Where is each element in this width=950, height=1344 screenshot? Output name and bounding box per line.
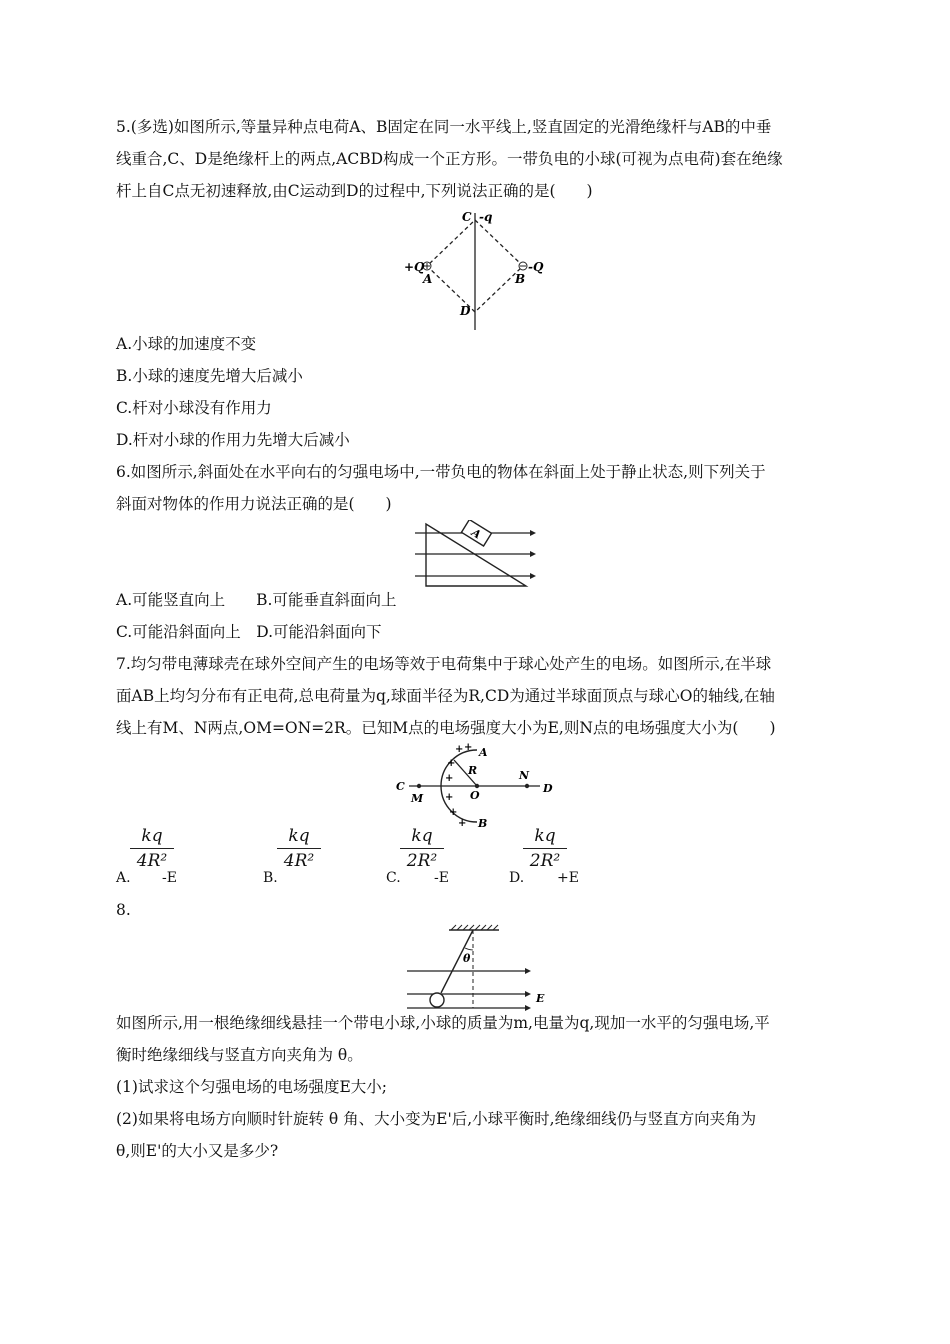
q7-label-D: D (543, 782, 553, 795)
svg-text:+: + (447, 758, 456, 769)
q7-option-a-label: A. (116, 870, 131, 886)
q7-label-C: C (396, 780, 405, 793)
q5-label-D: D (460, 304, 471, 318)
q7-option-b-label: B. (263, 870, 278, 886)
q7-option-d-fraction (523, 826, 567, 871)
q8-stem-line2: 衡时绝缘细线与竖直方向夹角为 θ。 (116, 1046, 363, 1064)
q7-stem-line1: 7.均匀带电薄球壳在球外空间产生的电场等效于电荷集中于球心处产生的电场。如图所示,在半球 (116, 655, 772, 673)
q8-part2-line1: (2)如果将电场方向顺时针旋转 θ 角、大小变为E'后,小球平衡时,绝缘细线仍与竖直方向夹角为 (116, 1110, 757, 1128)
svg-text:+: + (458, 818, 467, 829)
q6-label-A: A (469, 525, 484, 542)
q7-option-b-den: 4R² (283, 851, 315, 871)
svg-text:+: + (449, 807, 458, 818)
q5-label-B: B (515, 272, 526, 286)
q7-label-R: R (468, 764, 478, 777)
q7-label-O: O (470, 789, 480, 802)
q6-stem-line1: 6.如图所示,斜面处在水平向右的匀强电场中,一带负电的物体在斜面上处于静止状态,则下列关于 (116, 463, 766, 481)
q7-figure (395, 742, 560, 830)
q7-label-M: M (411, 792, 424, 805)
q6-figure (410, 520, 540, 592)
q7-option-d-suffix: +E (557, 870, 579, 886)
q7-option-d-num: kq (534, 826, 556, 846)
q7-option-d-label: D. (509, 870, 525, 886)
q7-option-a-num: kq (141, 826, 163, 846)
q8-stem-line1: 如图所示,用一根绝缘细线悬挂一个带电小球,小球的质量为m,电量为q,现加一水平的匀强电场,平 (116, 1014, 770, 1032)
q8-label-E: E (536, 992, 545, 1005)
q6-options-row2: C.可能沿斜面向上 D.可能沿斜面向下 (116, 623, 382, 641)
q8-ball (430, 993, 444, 1007)
q7-option-c-den: 2R² (406, 851, 438, 871)
q7-option-a-suffix: -E (162, 870, 177, 886)
q7-option-a-fraction (130, 826, 174, 871)
q7-option-c-fraction (400, 826, 444, 871)
q5-option-b: B.小球的速度先增大后减小 (116, 367, 303, 385)
q5-label-q: -q (479, 210, 493, 224)
q8-number: 8. (116, 901, 131, 919)
q6-stem-line2: 斜面对物体的作用力说法正确的是( ) (116, 495, 392, 513)
q7-label-N: N (519, 769, 530, 782)
q7-stem-line2: 面AB上均匀分布有正电荷,总电荷量为q,球面半径为R,CD为通过半球面顶点与球心O的轴线,在轴 (116, 687, 775, 705)
q7-option-c-label: C. (386, 870, 401, 886)
svg-text:+: + (455, 744, 464, 755)
q7-option-d-den: 2R² (529, 851, 561, 871)
q7-option-c-suffix: -E (434, 870, 449, 886)
q7-label-B: B (478, 817, 488, 830)
q5-label-minusQ: -Q (528, 260, 544, 274)
q5-label-C: C (462, 210, 472, 224)
svg-text:+: + (445, 792, 454, 803)
q5-stem-line3: 杆上自C点无初速释放,由C运动到D的过程中,下列说法正确的是( ) (116, 182, 593, 200)
q5-label-plusQ: +Q (404, 260, 425, 274)
q8-label-theta: θ (463, 952, 471, 965)
q8-part1: (1)试求这个匀强电场的电场强度E大小; (116, 1078, 387, 1096)
q7-option-b-fraction (277, 826, 321, 871)
q8-figure (403, 924, 553, 1012)
q5-figure (395, 208, 555, 333)
q7-stem-line3: 线上有M、N两点,OM=ON=2R。已知M点的电场强度大小为E,则N点的电场强度大小为( ) (116, 719, 776, 737)
q5-stem-line1: 5.(多选)如图所示,等量异种点电荷A、B固定在同一水平线上,竖直固定的光滑绝缘杆与AB的中垂 (116, 118, 772, 136)
q7-label-A: A (479, 746, 488, 759)
q8-part2-line2: θ,则E'的大小又是多少? (116, 1142, 279, 1160)
q5-label-A: A (423, 272, 433, 286)
svg-text:+: + (464, 742, 473, 753)
q5-option-c: C.杆对小球没有作用力 (116, 399, 272, 417)
q7-option-c-num: kq (411, 826, 433, 846)
q7-option-b-num: kq (288, 826, 310, 846)
q6-options-row1: A.可能竖直向上 B.可能垂直斜面向上 (116, 591, 397, 609)
q7-option-a-den: 4R² (136, 851, 168, 871)
q5-option-d: D.杆对小球的作用力先增大后减小 (116, 431, 350, 449)
svg-text:+: + (445, 773, 454, 784)
q5-option-a: A.小球的加速度不变 (116, 335, 257, 353)
q5-stem-line2: 线重合,C、D是绝缘杆上的两点,ACBD构成一个正方形。一带负电的小球(可视为点电荷)套在绝缘 (116, 150, 783, 168)
